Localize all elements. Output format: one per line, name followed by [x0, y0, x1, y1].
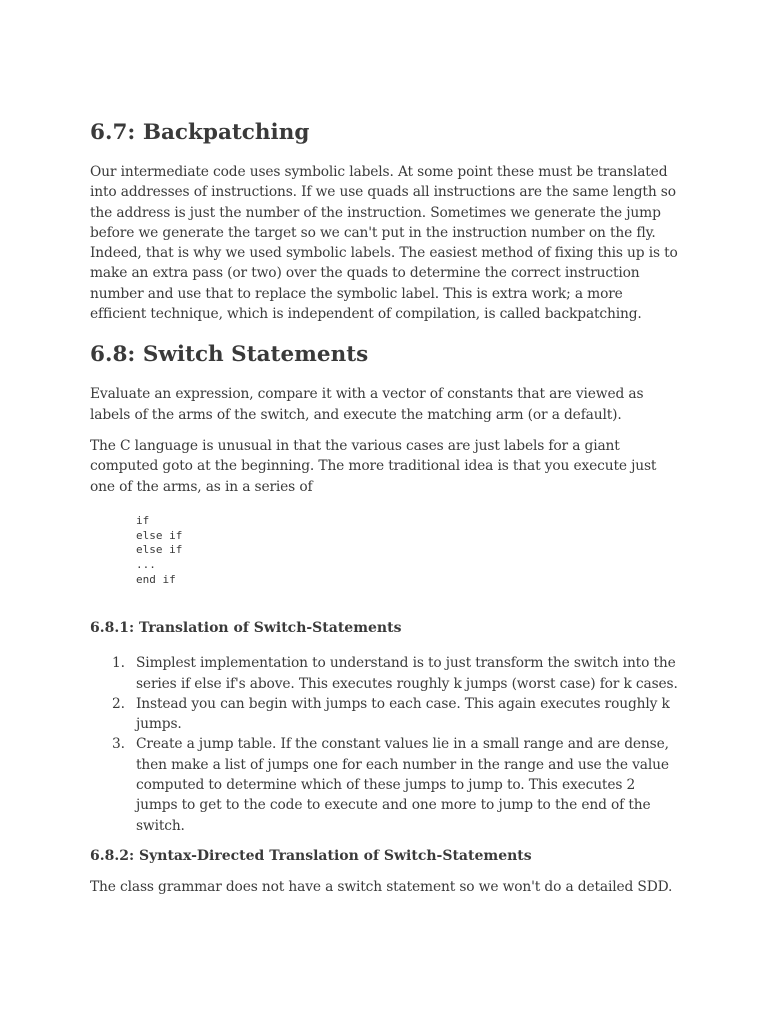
subsection-heading-translation: 6.8.1: Translation of Switch-Statements [90, 620, 402, 637]
code-block [136, 514, 678, 587]
list-item-text: Instead you can begin with jumps to each case. This again executes roughly k jumps. [136, 695, 670, 733]
code-line: else if [136, 543, 183, 557]
list-item [90, 653, 678, 694]
section-heading-backpatching: 6.7: Backpatching [90, 120, 310, 145]
list-item-number: 2. [112, 695, 125, 712]
list-item-number: 1. [112, 655, 125, 672]
switch-paragraph-1: Evaluate an expression, compare it with a vector of constants that are viewed as labels of the arms of the switch, and execute the matching arm (or a default). [90, 386, 644, 423]
backpatching-paragraph: Our intermediate code uses symbolic labels. At some point these must be translated into addresses of instructions. If we use quads all instructions are the same length so the address is just the number of the instruction. Sometimes we generate the jump before we generate the target so we can't put in the instruction number on the fly. Indeed, that is why we used symbolic labels. The easiest method of fixing this up is to make an extra pass (or two) over the quads to determine the correct instruction number and use that to replace the symbolic label. This is extra work; a more efficient technique, which is independent of compilation, is called backpatching. [90, 164, 678, 323]
list-item [90, 734, 678, 835]
list-item-text: Create a jump table. If the constant values lie in a small range and are dense, then make a list of jumps one for each number in the range and use the value computed to determine which of these jumps to jump to. This executes 2 jumps to get to the code to execute and one more to jump to the end of the switch. [136, 736, 669, 834]
code-line: else if [136, 528, 183, 542]
code-line: end if [136, 572, 176, 586]
section-heading-switch-statements: 6.8: Switch Statements [90, 342, 369, 368]
list-item [90, 694, 678, 735]
subsection-heading-sdd: 6.8.2: Syntax-Directed Translation of Switch-Statements [90, 847, 532, 864]
list-item-number: 3. [112, 736, 125, 753]
implementation-list [90, 653, 678, 836]
code-line: if [136, 513, 150, 527]
sdd-paragraph: The class grammar does not have a switch statement so we won't do a detailed SDD. [90, 878, 673, 895]
code-line: ... [136, 557, 156, 571]
switch-paragraph-2: The C language is unusual in that the various cases are just labels for a giant computed goto at the beginning. The more traditional idea is that you execute just one of the arms, as in a series of [90, 437, 657, 495]
list-item-text: Simplest implementation to understand is to just transform the switch into the series if else if's above. This executes roughly k jumps (worst case) for k cases. [136, 655, 678, 692]
